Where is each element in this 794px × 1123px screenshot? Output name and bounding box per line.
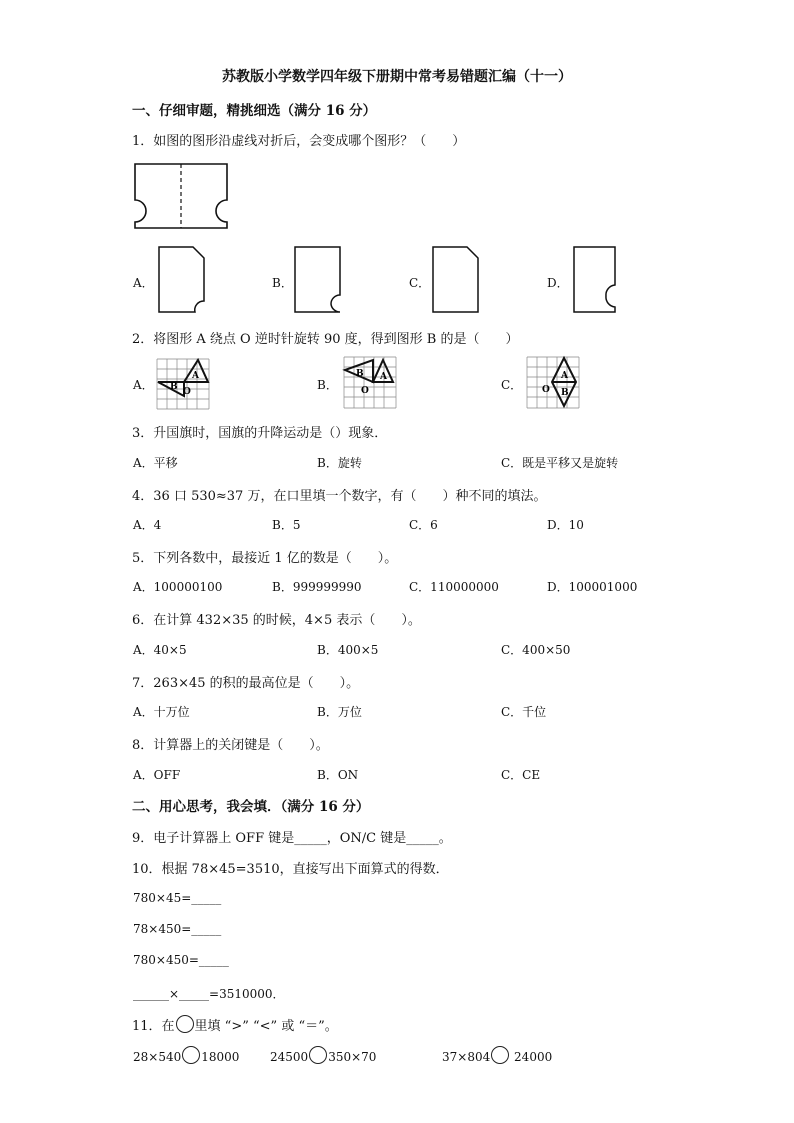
q2-option-c[interactable]: C． — [501, 378, 523, 392]
q5-option-b[interactable]: B．999999990 — [272, 580, 362, 594]
q2-c-label-b: B — [561, 388, 569, 398]
q1-option-a[interactable]: A． — [133, 276, 154, 290]
q7-option-b[interactable]: B．万位 — [317, 705, 362, 719]
q1-option-c[interactable]: C． — [409, 276, 431, 290]
q7-option-c[interactable]: C．千位 — [501, 705, 547, 719]
q10-line-4: ______×_____=3510000． — [133, 987, 285, 1001]
q11-item-1-left: 28×540 — [133, 1050, 182, 1064]
q5-option-d[interactable]: D．100001000 — [547, 580, 638, 594]
question-11 — [132, 1015, 338, 1034]
section-heading-2: 二、用心思考，我会填．（满分 16 分） — [132, 799, 370, 815]
question-4: 4．36 口 530≈37 万，在口里填一个数字，有（ ）种不同的填法。 — [132, 489, 547, 504]
question-5: 5．下列各数中，最接近 1 亿的数是（ ）。 — [132, 551, 398, 566]
q6-option-b[interactable]: B．400×5 — [317, 643, 379, 657]
q6-option-c[interactable]: C．400×50 — [501, 643, 571, 657]
q1-option-b[interactable]: B． — [272, 276, 293, 290]
q2-c-label-o: O — [542, 385, 550, 395]
q2-a-label-a: A — [192, 371, 199, 381]
question-8: 8．计算器上的关闭键是（ ）。 — [132, 738, 329, 753]
q2-grid-figure-a — [156, 358, 210, 410]
q3-option-c[interactable]: C．既是平移又是旋转 — [501, 456, 619, 470]
q3-option-b[interactable]: B．旋转 — [317, 456, 362, 470]
question-3: 3．升国旗时，国旗的升降运动是（）现象． — [132, 426, 388, 441]
q2-a-label-b: B — [170, 382, 178, 392]
q11-item-3-right: 24000 — [510, 1050, 553, 1064]
q2-b-label-b: B — [356, 369, 364, 379]
q2-b-label-a: A — [380, 372, 387, 382]
question-7: 7．263×45 的积的最高位是（ ）。 — [132, 676, 360, 691]
q8-option-c[interactable]: C．CE — [501, 768, 541, 782]
q11-text-a: 11．在 — [132, 1019, 175, 1034]
q1-figure-c — [431, 245, 481, 315]
q11-item-3-left: 37×804 — [442, 1050, 491, 1064]
q8-option-a[interactable]: A．OFF — [133, 768, 181, 782]
q10-line-1: 780×45=_____ — [133, 891, 222, 905]
q1-option-d[interactable]: D． — [547, 276, 569, 290]
q5-option-a[interactable]: A．100000100 — [133, 580, 223, 594]
q2-b-label-o: O — [361, 386, 369, 396]
q3-option-a[interactable]: A．平移 — [133, 456, 178, 470]
q2-grid-figure-c — [526, 356, 580, 410]
q1-figure-d — [572, 245, 622, 315]
q4-option-d[interactable]: D．10 — [547, 518, 584, 532]
question-2: 2．将图形 A 绕点 O 逆时针旋转 90 度，得到图形 B 的是（ ） — [132, 332, 519, 347]
q11-item-2-left: 24500 — [270, 1050, 309, 1064]
q10-line-3: 780×450=_____ — [133, 953, 229, 967]
q11-text-b: 里填 “>” “<” 或 “＝”。 — [194, 1019, 338, 1034]
q11-item-3 — [442, 1046, 552, 1064]
q8-option-b[interactable]: B．ON — [317, 768, 359, 782]
q5-option-c[interactable]: C．110000000 — [409, 580, 499, 594]
q1-figure-b — [293, 245, 343, 315]
question-1: 1．如图的图形沿虚线对折后，会变成哪个图形？（ ） — [132, 134, 466, 149]
q2-option-b[interactable]: B． — [317, 378, 338, 392]
q11-item-1 — [133, 1046, 239, 1064]
q2-grid-figure-b — [343, 356, 397, 410]
q10-line-2: 78×450=_____ — [133, 922, 222, 936]
section-heading-1: 一、仔细审题，精挑细选（满分 16 分） — [132, 103, 377, 119]
q1-figure-a — [157, 245, 207, 315]
q4-option-a[interactable]: A．4 — [133, 518, 162, 532]
q11-item-1-right: 18000 — [201, 1050, 240, 1064]
q11-item-1-circle[interactable] — [182, 1046, 200, 1064]
q2-option-a[interactable]: A． — [133, 378, 154, 392]
circle-blank — [176, 1015, 194, 1033]
q4-option-b[interactable]: B．5 — [272, 518, 301, 532]
question-9: 9．电子计算器上 OFF 键是_____，ON/C 键是_____。 — [132, 831, 452, 846]
q4-option-c[interactable]: C．6 — [409, 518, 438, 532]
q11-item-2-circle[interactable] — [309, 1046, 327, 1064]
page-title: 苏教版小学数学四年级下册期中常考易错题汇编（十一） — [222, 69, 572, 85]
q1-original-figure — [133, 162, 229, 230]
q11-item-2-right: 350×70 — [328, 1050, 377, 1064]
question-6: 6．在计算 432×35 的时候，4×5 表示（ ）。 — [132, 613, 421, 628]
q7-option-a[interactable]: A．十万位 — [133, 705, 190, 719]
q2-a-label-o: O — [183, 387, 191, 397]
q11-item-2 — [270, 1046, 376, 1064]
question-10: 10．根据 78×45=3510，直接写出下面算式的得数． — [132, 862, 449, 877]
q6-option-a[interactable]: A．40×5 — [133, 643, 187, 657]
q11-item-3-circle[interactable] — [491, 1046, 509, 1064]
q2-c-label-a: A — [561, 371, 568, 381]
